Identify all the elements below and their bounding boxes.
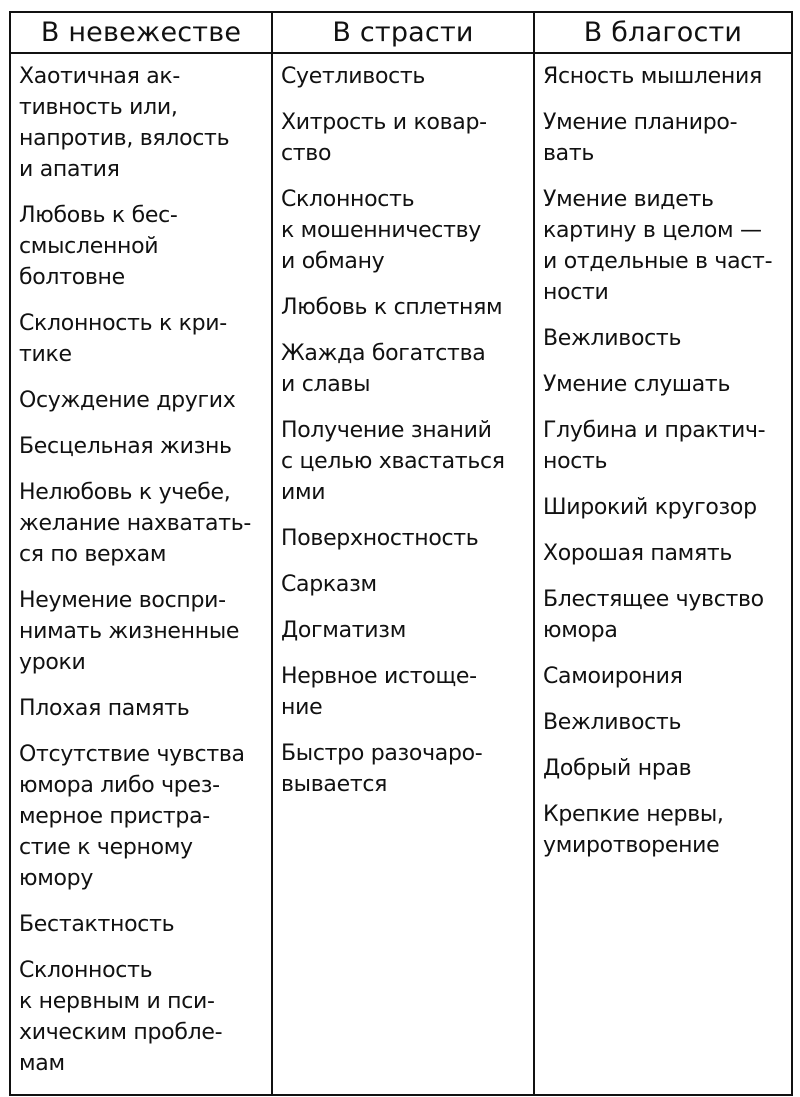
- list-item: Плохая память: [19, 696, 190, 721]
- list-item: Поверхностность: [281, 526, 479, 551]
- list-item: Получение знаний с целью хвастаться ими: [281, 418, 505, 505]
- list-item: Любовь к сплетням: [281, 295, 503, 320]
- list-item: Вежливость: [543, 326, 682, 351]
- list-item: Склонность к нервным и пси- хическим пробле- мам: [19, 958, 223, 1076]
- list-item: Глубина и практич- ность: [543, 418, 766, 474]
- list-item: Умение видеть картину в целом — и отдельные в част- ности: [543, 187, 773, 305]
- header-ignorance: В невежестве: [10, 12, 272, 53]
- list-item: Добрый нрав: [543, 756, 692, 781]
- header-row: [10, 12, 792, 53]
- list-item: Умение планиро- вать: [543, 110, 738, 166]
- list-item: Суетливость: [281, 64, 426, 89]
- column-ignorance: [10, 53, 272, 1095]
- list-item: Хаотичная ак- тивность или, напротив, вялость и апатия: [19, 64, 230, 182]
- list-item: Вежливость: [543, 710, 682, 735]
- list-item: Ясность мышления: [543, 64, 762, 89]
- list-item: Склонность к кри- тике: [19, 311, 227, 367]
- list-item: Крепкие нервы, умиротворение: [543, 802, 724, 858]
- list-item: Блестящее чувство юмора: [543, 587, 764, 643]
- list-item: Любовь к бес- смысленной болтовне: [19, 203, 178, 290]
- column-passion: [272, 53, 534, 1095]
- qualities-table: [9, 11, 793, 1096]
- list-item: Хитрость и ковар- ство: [281, 110, 487, 166]
- list-item: Сарказм: [281, 572, 377, 597]
- list-item: Осуждение других: [19, 388, 236, 413]
- column-goodness: [534, 53, 792, 1095]
- list-item: Нелюбовь к учебе, желание нахватать- ся по верхам: [19, 480, 252, 567]
- list-item: Жажда богатства и славы: [281, 341, 486, 397]
- list-item: Хорошая память: [543, 541, 733, 566]
- list-item: Бестактность: [19, 912, 175, 937]
- list-item: Догматизм: [281, 618, 406, 643]
- list-item: Отсутствие чувства юмора либо чрез- мерное пристра- стие к черному юмору: [19, 742, 245, 891]
- header-goodness: В благости: [534, 12, 792, 53]
- header-passion: В страсти: [272, 12, 534, 53]
- body-row: [10, 53, 792, 1095]
- list-item: Нервное истоще- ние: [281, 664, 477, 720]
- list-item: Быстро разочаро- вывается: [281, 741, 483, 797]
- list-item: Умение слушать: [543, 372, 731, 397]
- list-item: Самоирония: [543, 664, 683, 689]
- list-item: Склонность к мошенничеству и обману: [281, 187, 481, 274]
- list-item: Широкий кругозор: [543, 495, 757, 520]
- list-item: Неумение воспри- нимать жизненные уроки: [19, 588, 240, 675]
- list-item: Бесцельная жизнь: [19, 434, 232, 459]
